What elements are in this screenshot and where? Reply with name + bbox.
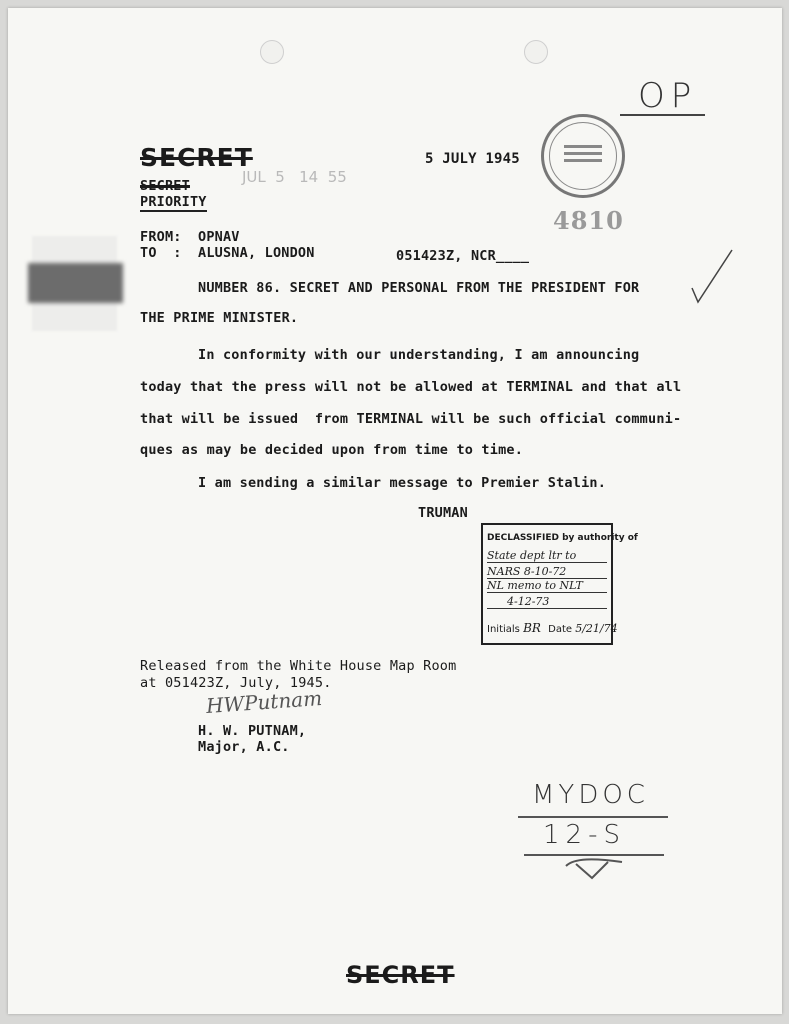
release-line-2: at 051423Z, July, 1945. (140, 675, 332, 691)
classification-bottom: SECRET (346, 961, 455, 989)
to-label: TO : (140, 245, 182, 261)
priority-label: PRIORITY (140, 194, 207, 210)
paragraph-1-line-4: ques as may be decided upon from time to time. (140, 442, 524, 458)
file-note-rule-1 (518, 816, 668, 818)
received-timestamp: JUL 5 14 55 (242, 168, 347, 186)
message-line-2: THE PRIME MINISTER. (140, 310, 299, 326)
handwritten-code: OP (638, 76, 698, 116)
seal-emblem (544, 141, 622, 174)
file-note-mark-icon (564, 856, 624, 882)
punch-hole-left (260, 40, 284, 64)
paragraph-1-line-2: today that the press will not be allowed at TERMINAL and that all (140, 379, 682, 395)
initials-label: Initials (487, 624, 520, 635)
file-note-line-1: MYDOC (532, 780, 649, 810)
message-line-1: NUMBER 86. SECRET AND PERSONAL FROM THE PRESIDENT FOR (198, 280, 640, 296)
paragraph-2: I am sending a similar message to Premier Stalin. (198, 475, 607, 491)
message-signature: TRUMAN (418, 505, 468, 521)
document-number: 4810 (553, 206, 624, 235)
paragraph-1-line-1: In conformity with our understanding, I am announcing (198, 347, 640, 363)
signer-rank: Major, A.C. (198, 739, 290, 755)
punch-hole-right (524, 40, 548, 64)
declass-line-2: State dept ltr to (487, 549, 607, 563)
date-value: 5/21/74 (575, 622, 618, 635)
date-time-group: 051423Z, NCR____ (396, 248, 530, 264)
declass-line-5: 4-12-73 (487, 595, 607, 609)
declass-line-4: NL memo to NLT (487, 579, 607, 593)
release-line-1: Released from the White House Map Room (140, 658, 457, 674)
from-value: OPNAV (198, 229, 240, 245)
declass-line-3: NARS 8-10-72 (487, 565, 607, 579)
to-value: ALUSNA, LONDON (198, 245, 315, 261)
check-mark-icon (688, 246, 738, 308)
signer-name: H. W. PUTNAM, (198, 723, 307, 739)
from-label: FROM: (140, 229, 182, 245)
handwritten-code-underline (620, 114, 705, 116)
file-note-line-2: 12-S (543, 820, 626, 850)
date-label: Date (548, 624, 573, 635)
side-tab-dark (28, 263, 123, 303)
document-page (8, 8, 782, 1014)
classification-sub: SECRET (140, 178, 190, 194)
declass-initials-row (487, 621, 618, 635)
initials-value: BR (523, 621, 541, 635)
declass-line-1: DECLASSIFIED by authority of (487, 533, 638, 543)
archives-seal (541, 114, 625, 198)
declassification-stamp (481, 523, 638, 645)
classification-top: SECRET (140, 143, 253, 172)
message-date: 5 JULY 1945 (425, 151, 520, 167)
handwritten-signature: HWPutnam (205, 685, 323, 719)
paragraph-1-line-3: that will be issued from TERMINAL will be such official communi- (140, 411, 682, 427)
